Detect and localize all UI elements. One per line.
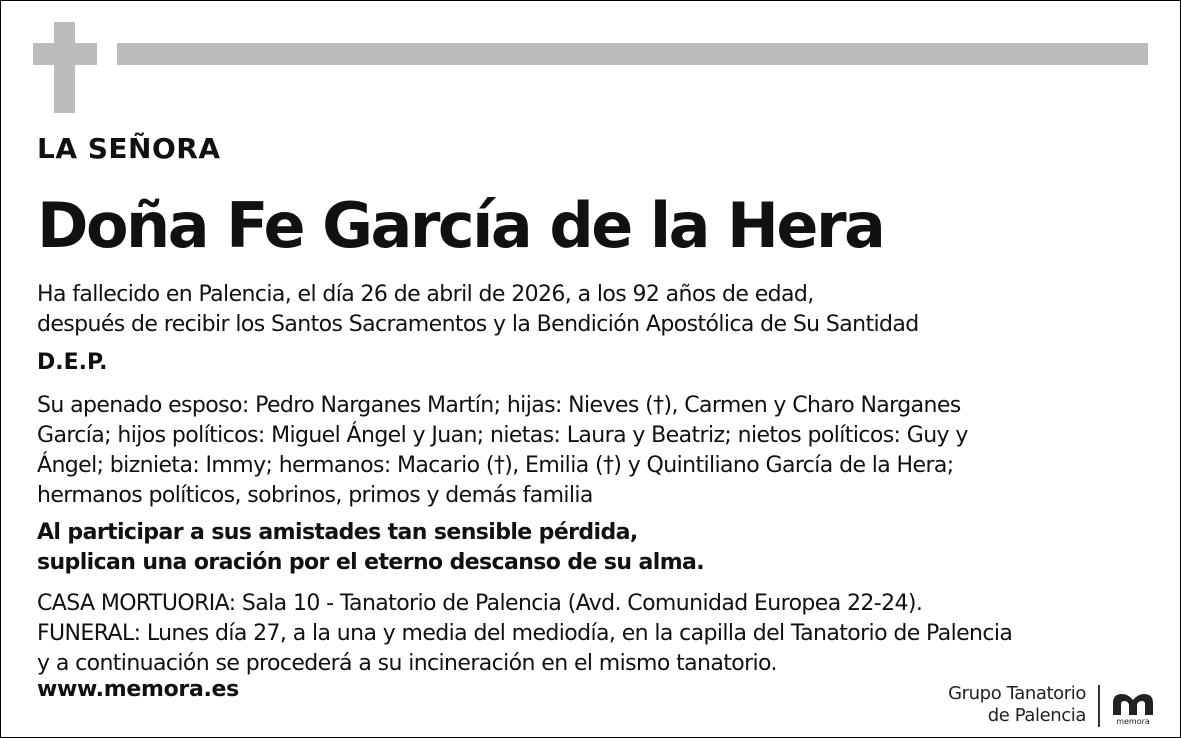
deceased-name: Doña Fe García de la Hera [37,189,884,262]
service-info-line: y a continuación se procederá a su incineración en el mismo tanatorio. [37,651,777,676]
cross-icon-vertical [54,22,75,113]
family-line: Ángel; biznieta: Immy; hermanos: Macario (†), Emilia (†) y Quintiliano García de la Hera; [37,453,954,478]
cross-icon-horizontal [33,43,97,65]
service-info-line: FUNERAL: Lunes día 27, a la una y media del mediodía, en la capilla del Tanatorio de Palencia [37,621,1013,646]
company-name [948,683,1086,727]
family-line: Su apenado esposo: Pedro Narganes Martín; hijas: Nieves (†), Carmen y Charo Narganes [37,393,961,418]
memora-wordmark: memora [1116,717,1150,726]
header-bar [117,43,1148,65]
prayer-request-line: Al participar a sus amistades tan sensible pérdida, [37,520,638,545]
company-name-line: Grupo Tanatorio [948,683,1086,704]
honorific: LA SEÑORA [37,132,221,165]
prayer-request [37,518,704,578]
family-line: hermanos políticos, sobrinos, primos y demás familia [37,483,593,508]
service-info-line: CASA MORTUORIA: Sala 10 - Tanatorio de Palencia (Avd. Comunidad Europea 22-24). [37,591,923,616]
family-list [37,391,968,511]
logo-divider [1098,685,1100,727]
service-info [37,589,1012,679]
company-name-line: de Palencia [987,705,1086,726]
family-line: García; hijos políticos: Miguel Ángel y Juan; nietas: Laura y Beatriz; nietos políticos: Guy y [37,423,968,448]
death-notice-line: Ha fallecido en Palencia, el día 26 de abril de 2026, a los 92 años de edad, [37,282,814,307]
website-link[interactable]: www.memora.es [37,677,239,702]
death-notice-line: después de recibir los Santos Sacramentos y la Bendición Apostólica de Su Santidad [37,312,919,337]
funeral-home-logo [930,683,1170,729]
death-notice [37,280,919,340]
prayer-request-line: suplican una oración por el eterno descanso de su alma. [37,550,705,575]
dep-abbreviation: D.E.P. [37,350,108,375]
